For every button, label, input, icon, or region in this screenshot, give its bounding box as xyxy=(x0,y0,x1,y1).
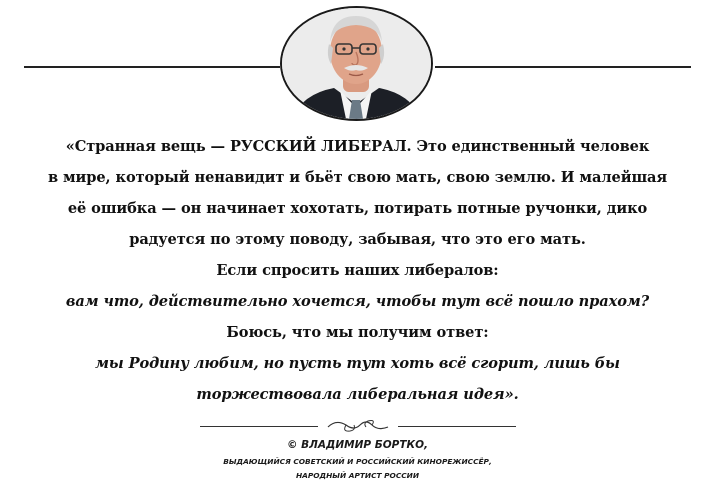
flourish-icon xyxy=(326,416,390,438)
author-name: © ВЛАДИМИР БОРТКО, xyxy=(286,439,429,451)
quote-line-italic: торжествовала либеральная идея». xyxy=(196,386,519,403)
author-portrait xyxy=(280,6,433,121)
quote-line-italic: мы Родину любим, но пусть тут хоть всё сгорит, лишь бы xyxy=(95,355,620,372)
portrait-illustration xyxy=(282,8,431,119)
quote-line: её ошибка — он начинает хохотать, потирать потные ручонки, дико xyxy=(67,200,648,217)
quote-line: радуется по этому поводу, забывая, что это его мать. xyxy=(129,231,586,248)
header-rule-left xyxy=(24,66,280,68)
quote-block xyxy=(20,131,695,410)
quote-line: «Странная вещь — РУССКИЙ ЛИБЕРАЛ. Это единственный человек xyxy=(65,138,650,155)
author-title: ВЫДАЮЩИЙСЯ СОВЕТСКИЙ И РОССИЙСКИЙ КИНОРЕЖИССЁР, xyxy=(223,457,492,466)
quote-line-italic: вам что, действительно хочется, чтобы тут всё пошло прахом? xyxy=(65,293,650,310)
quote-line: Если спросить наших либералов: xyxy=(216,262,499,279)
quote-line: в мире, который ненавидит и бьёт свою мать, свою землю. И малейшая xyxy=(47,169,668,186)
divider-line-left xyxy=(200,426,318,427)
author-honorific: НАРОДНЫЙ АРТИСТ РОССИИ xyxy=(295,471,420,480)
ornament-divider xyxy=(200,416,516,438)
divider-line-right xyxy=(398,426,516,427)
header-rule-right xyxy=(435,66,691,68)
quote-line: Боюсь, что мы получим ответ: xyxy=(226,324,489,341)
